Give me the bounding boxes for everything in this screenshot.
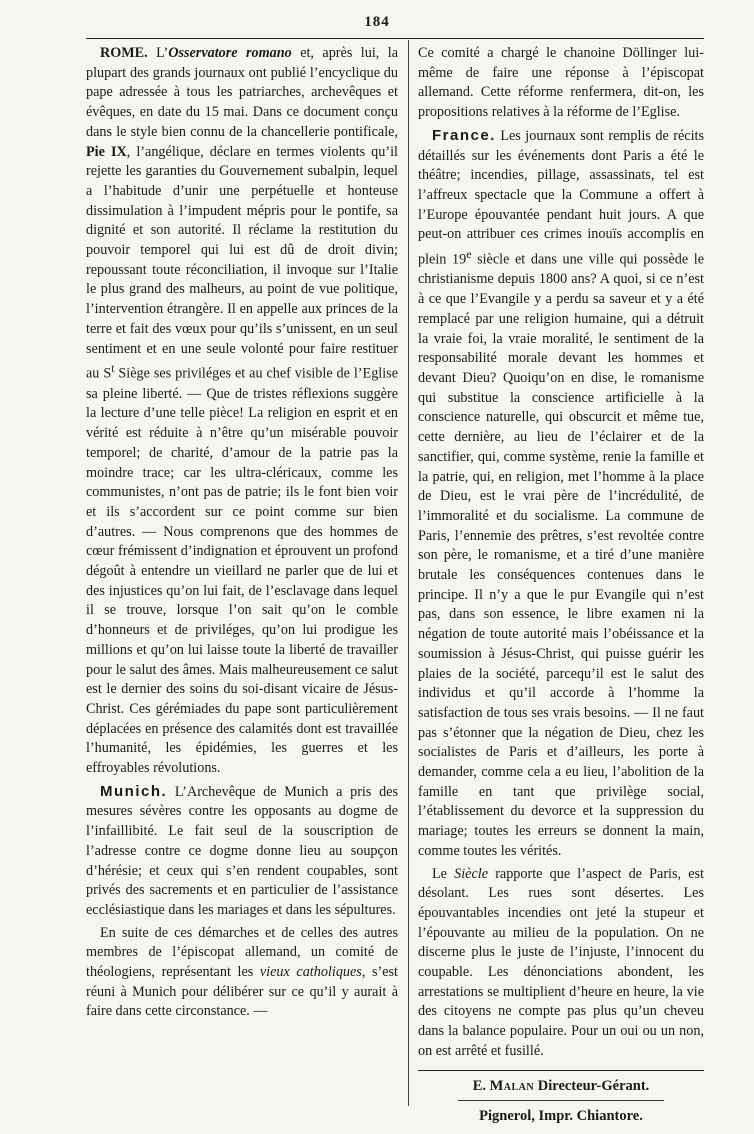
munich-paragraph: Munich. L’Archevêque de Munich a pris des mesures sévères contre les opposants au dogme de l’infaillibité. Le fait seul de la souscription de l’adresse contre ce dogme donne lieu au soupçon d’hérésie; et ceux qui s’en rendent coupables, sont privés des sacrements et en particulier de l’assistance ecclésiastique dans les mariages et dans les sépultures.: [86, 782, 398, 918]
header-rule: [86, 38, 704, 39]
rome-paragraph: ROME. L’Osservatore romano et, après lui, la plupart des grands journaux ont publié l’encyclique du pape adressée à tous les patriarches, archevêques et évêques, en date du 15 mai. Dans ce document conçu dans le style bien connu de la chancellerie pontificale, Pie IX, l’angélique, déclare en termes violents qu’il rejette les garanties du Gouvernement subalpin, lequel a l’habitude d’unir une perpétuelle et honteuse dissimulation à l’impudent mépris pour le pontife, sa dignité et son autorité. Il réclame la restitution du pouvoir temporel qui lui est dû de droit divin; repoussant toute réconciliation, il invoque sur l’Italie le plus grand des malheurs, au point de vue politique, l’intervention étrangère. Il en appelle aux princes de la terre et fait des vœux pour qu’ils s’unissent, en un seul sentiment et en une seule volonté pour faire restituer au $S^t$ Siège ses priviléges et au chef visible de l’Eglise sa pleine liberté. — Que de tristes réflexions suggère la lecture d’une telle pièce! La religion en esprit et en vérité est réduite à n’être qu’un misérable pouvoir temporel; de charité, d’amour de la patrie pas la moindre trace; car les ultra-cléricaux, comme les communistes, n’ont pas de patrie; ils le font bien voir et ils s’accordent sur ce point comme sur bien d’autres. — Nous comprenons que des hommes de cœur frémissent d’indignation et éprouvent un profond dégoût à entendre un vieillard ne parler que de lui et des injustices qu’on lui fait, de l’esclavage dans lequel il se trouve, lorsque l’on sait qu’on le comble d’honneurs et de priviléges, qu’on lui prodigue les millions et qu’on lui laisse toute la liberté de travailler pour le salut des âmes. Mais malheureusement ce salut est le dernier des soins du soi-disant vicaire de Jésus-Christ. Ces gérémiades du pape sont particulièrement déplacées en présence des calamités dont est travaillée l’humanité, les épidémies, les guerres et les effroyables révolutions.: [86, 45, 398, 777]
munich-heading: Munich.: [100, 782, 168, 800]
signature: E. Malan Directeur-Gérant.: [472, 1077, 650, 1094]
newspaper-title: Osservatore romano: [168, 45, 292, 61]
pope-name: Pie IX: [86, 143, 127, 160]
column-divider: [408, 40, 409, 1106]
right-column: [418, 44, 704, 1127]
rome-heading: ROME.: [100, 45, 148, 61]
printer-imprint: Pignerol, Impr. Chiantore.: [479, 1108, 643, 1125]
siecle-title: Siècle: [454, 865, 489, 882]
munich-continuation: Ce comité a chargé le chanoine Döllinger lui-même de faire une réponse à l’épiscopat allemand. Cette réforme renfermera, dit-on, les propositions relatives à la réforme de l’Eglise.: [418, 45, 704, 121]
france-paragraph: France. Les journaux sont remplis de récits détaillés sur les événements dont Paris a été le théâtre; incendies, pillage, assassinats, tel est l’affreux spectacle que la Commune a offert à l’Europe épouvantée pendant huit jours. A que peut-on attribuer ces crimes inouïs accomplis en plein 19e siècle et dans une ville qui possède le christianisme depuis 1800 ans? A quoi, si ce n’est à ce que l’Evangile y a perdu sa saveur et y a été remplacé par une religion humaine, qui a détruit la vraie foi, la vraie moralité, le sentiment de la responsabilité morale devant les hommes et devant Dieu? Quoiqu’on en dise, le romanisme qui substitue la conscience artificielle à la conscience naturelle, qui obscurcit et même tue, cette dernière, au lieu de l’éclairer et de la sanctifier, qui, comme système, renie la famille et la patrie, qui, en religion, met l’homme à la place de Dieu, est le vrai père de l’incrédulité, de l’immoralité et du socialisme. La commune de Paris, l’ennemie des prêtres, s’est revoltée contre son père, le romanisme, et a tiré d’une manière brutale les conséquences contenues dans le principe. Il n’y a que le pur Evangile qui n’est pas, dans son essence, le libre examen ni la négation de toute autorité mais l’obéissance et la soumission à Jésus-Christ, qui puisse guérir les plaies de la société, parcequ’il est le salut des individus et qu’il accorde à l’homme la satisfaction de tous ses vrais besoins. — Il ne faut pas s’étonner que la négation de Dieu, chez les socialistes de Paris et d’ailleurs, les porte à demander, comme cela a eu lieu, l’abolition de la famille en tant que privilège social, l’établissement du devorce et la suppression du mariage; toutes les erreurs se donnent la main, comme toutes les vérités.: [418, 126, 704, 859]
page-number: 184: [364, 14, 390, 30]
munich-paragraph-2: En suite de ces démarches et de celles des autres membres de l’épiscopat allemand, un comité de théologiens, représentant les vieux catholiques, s’est réuni à Munich pour délibérer sur ce qu’il y aurait à faire dans cette circonstance. —: [86, 924, 398, 1020]
printer-rule: [458, 1100, 664, 1101]
france-heading: France.: [432, 126, 496, 144]
siecle-paragraph: Le Siècle rapporte que l’aspect de Paris, est désolant. Les rues sont désertes. Les épouvantables incendies ont jeté la stupeur et l’épouvante au milieu de la population. On ne discerne plus le juste de l’injuste, l’innocent du coupable. Les dénonciations abondent, les arrestations se multiplient d’heure en heure, la vie des citoyens ne compte pas plus qu’un cheveu dans la balance populaire. Pour un oui ou un non, on est arrêté et fusillé.: [418, 865, 704, 1059]
left-column: [86, 44, 398, 1022]
vieux-catholiques: vieux catholiques: [259, 964, 362, 981]
signature-rule: [418, 1070, 704, 1071]
